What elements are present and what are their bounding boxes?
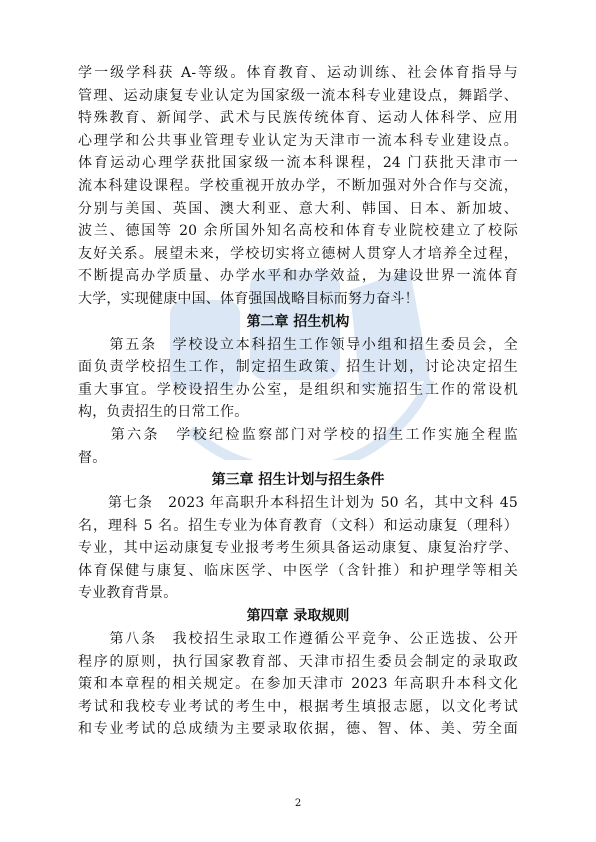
text-line: 构，负责招生的日常工作。 [78, 404, 249, 421]
text-line: 督。 [78, 449, 107, 466]
chapter-heading: 第四章 录取规则 [246, 608, 350, 625]
text-line: 大学，实现健康中国、体育强国战略目标而努力奋斗！ [78, 290, 419, 307]
text-line: 不断提高办学质量、办学水平和办学效益，为建设世界一流体育 [78, 268, 518, 285]
text-line: 体育保健与康复、临床医学、中医学（含针推）和护理学等相关 [78, 562, 518, 579]
text-line: 心理学和公共事业管理专业认定为天津市一流本科专业建设点。 [78, 132, 518, 149]
text-line: 第五条 学校设立本科招生工作领导小组和招生委员会，全 [78, 336, 518, 353]
text-line: 学一级学科获 A-等级。体育教育、运动训练、社会体育指导与 [78, 65, 518, 81]
text-line: 友好关系。展望未来，学校切实将立德树人贯穿人才培养全过程， [78, 245, 518, 262]
text-line: 专业，其中运动康复专业报考考生须具备运动康复、康复治疗学、 [78, 540, 518, 557]
text-line: 和专业考试的总成绩为主要录取依据，德、智、体、美、劳全面 [78, 721, 518, 738]
text-line: 专业教育背景。 [78, 585, 178, 602]
text-line: 管理、运动康复专业认定为国家级一流本科专业建设点，舞蹈学、 [78, 87, 518, 104]
text-line: 程序的原则，执行国家教育部、天津市招生委员会制定的录取政 [78, 653, 518, 670]
text-line: 面负责学校招生工作，制定招生政策、招生计划，讨论决定招生 [78, 359, 518, 376]
chapter-heading: 第三章 招生计划与招生条件 [211, 472, 385, 489]
text-line: 策和本章程的相关规定。在参加天津市 2023 年高职升本科文化 [78, 676, 518, 693]
text-line: 考试和我校专业考试的考生中，根据考生填报志愿，以文化考试 [78, 698, 518, 715]
text-line: 分别与美国、英国、澳大利亚、意大利、韩国、日本、新加坡、 [78, 200, 518, 217]
text-line: 名，理科 5 名。招生专业为体育教育（文科）和运动康复（理科） [78, 517, 518, 534]
document-body [78, 62, 518, 741]
text-line: 第六条 学校纪检监察部门对学校的招生工作实施全程监 [78, 426, 518, 443]
text-line: 流本科建设课程。学校重视开放办学，不断加强对外合作与交流， [78, 177, 518, 194]
text-line: 波兰、德国等 20 余所国外知名高校和体育专业院校建立了校际 [78, 223, 518, 240]
text-line: 特殊教育、新闻学、武术与民族传统体育、运动人体科学、应用 [78, 110, 518, 127]
text-line: 体育运动心理学获批国家级一流本科课程，24 门获批天津市一 [78, 155, 518, 172]
text-line: 第八条 我校招生录取工作遵循公平竞争、公正选拔、公开 [78, 631, 518, 648]
page-number: 2 [294, 798, 302, 809]
chapter-heading: 第二章 招生机构 [246, 313, 350, 330]
text-line: 第七条 2023 年高职升本科招生计划为 50 名，其中文科 45 [78, 495, 518, 512]
text-line: 重大事宜。学校设招生办公室，是组织和实施招生工作的常设机 [78, 381, 518, 398]
